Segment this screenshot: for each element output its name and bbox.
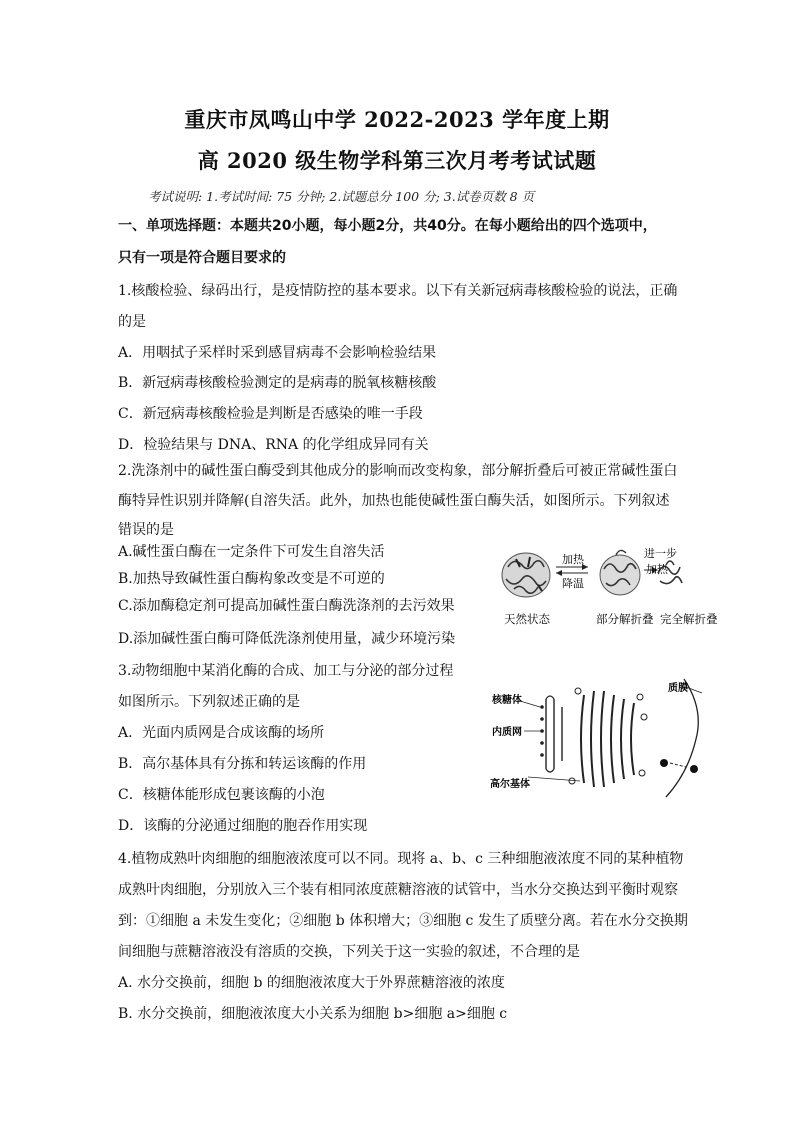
section-heading-line2: 只有一项是符合题目要求的	[118, 250, 286, 266]
exam-title-line2: 高 2020 级生物学科第三次月考考试试题	[197, 148, 597, 173]
q1-option-c: C．新冠病毒核酸检验是判断是否感染的唯一手段	[118, 406, 423, 422]
q2-stem-line3: 错误的是	[118, 522, 174, 538]
er-structure	[540, 696, 562, 772]
full-unfold-label: 完全解折叠	[660, 612, 718, 626]
q2-option-c: C.添加酶稳定剂可提高加碱性蛋白酶洗涤剂的去污效果	[118, 598, 455, 614]
q2-option-b: B.加热导致碱性蛋白酶构象改变是不可逆的	[118, 571, 385, 587]
q3-option-c: C．核糖体能形成包裹该酶的小泡	[118, 787, 325, 803]
plasma-membrane	[666, 679, 698, 797]
further-heat-label-2: 加热	[646, 563, 668, 576]
golgi-label: 高尔基体	[490, 779, 530, 790]
q1-stem-line1: 1.核酸检验、绿码出行，是疫情防控的基本要求。以下有关新冠病毒核酸检验的说法，正确	[118, 283, 678, 299]
section-heading-line1: 一、单项选择题：本题共20小题，每小题2分，共40分。在每小题给出的四个选项中，	[118, 218, 657, 234]
cool-arrow	[556, 570, 588, 576]
q3-option-d: D．该酶的分泌通过细胞的胞吞作用实现	[118, 818, 368, 834]
native-state-label: 天然状态	[504, 612, 550, 626]
membrane-label: 质膜	[668, 683, 688, 694]
cool-arrow-label: 降温	[562, 577, 584, 590]
golgi-structure	[569, 688, 647, 787]
q2-stem-line1: 2.洗涤剂中的碱性蛋白酶受到其他成分的影响而改变构象，部分解折叠后可被正常碱性蛋白	[118, 463, 678, 479]
q3-option-a: A．光面内质网是合成该酶的场所	[118, 725, 325, 741]
q1-stem-line2: 的是	[118, 314, 146, 330]
q1-option-d: D．检验结果与 DNA、RNA 的化学组成异同有关	[118, 437, 429, 453]
er-label: 内质网	[492, 727, 522, 738]
heat-arrow-label: 加热	[562, 553, 584, 566]
q3-option-b: B．高尔基体具有分拣和转运该酶的作用	[118, 756, 367, 772]
q3-stem-line2: 如图所示。下列叙述正确的是	[118, 694, 300, 710]
native-protein-icon	[502, 553, 550, 597]
partial-unfold-label: 部分解折叠	[596, 612, 654, 626]
protein-unfolding-figure	[496, 545, 718, 635]
exam-title-line1: 重庆市凤鸣山中学 2022-2023 学年度上期	[184, 107, 610, 132]
q4-stem-line3: 到：①细胞 a 未发生变化；②细胞 b 体积增大；③细胞 c 发生了质壁分离。若在水分交换期	[118, 913, 688, 929]
q3-stem-line1: 3.动物细胞中某消化酶的合成、加工与分泌的部分过程	[118, 663, 454, 679]
secretory-vesicles	[660, 759, 698, 773]
q2-option-d: D.添加碱性蛋白酶可降低洗涤剂使用量，减少环境污染	[118, 631, 456, 647]
secretion-pathway-figure	[488, 677, 694, 799]
q4-stem-line1: 4.植物成熟叶肉细胞的细胞液浓度可以不同。现将 a、b、c 三种细胞液浓度不同的某种植物	[118, 851, 684, 867]
further-heat-label-1: 进一步	[644, 547, 677, 560]
exam-note: 考试说明: 1.考试时间: 75 分钟; 2.试题总分 100 分; 3.试卷页数 8 页	[148, 189, 535, 204]
q4-stem-line2: 成熟叶肉细胞，分别放入三个装有相同浓度蔗糖溶液的试管中，当水分交换达到平衡时观察	[118, 882, 678, 898]
q1-option-b: B．新冠病毒核酸检验测定的是病毒的脱氧核糖核酸	[118, 375, 437, 391]
q4-stem-line4: 间细胞与蔗糖溶液没有溶质的交换，下列关于这一实验的叙述，不合理的是	[118, 944, 580, 960]
q4-option-b: B. 水分交换前，细胞液浓度大小关系为细胞 b>细胞 a>细胞 c	[118, 1006, 508, 1022]
partial-unfold-protein-icon	[600, 550, 640, 595]
q4-option-a: A. 水分交换前，细胞 b 的细胞液浓度大于外界蔗糖溶液的浓度	[118, 975, 505, 991]
q2-stem-line2: 酶特异性识别并降解(自溶失活。此外，加热也能使碱性蛋白酶失活，如图所示。下列叙述	[118, 493, 670, 509]
q2-option-a: A.碱性蛋白酶在一定条件下可发生自溶失活	[118, 544, 385, 560]
ribosome-label: 核糖体	[492, 695, 522, 706]
q1-option-a: A．用咽拭子采样时采到感冒病毒不会影响检验结果	[118, 345, 437, 361]
